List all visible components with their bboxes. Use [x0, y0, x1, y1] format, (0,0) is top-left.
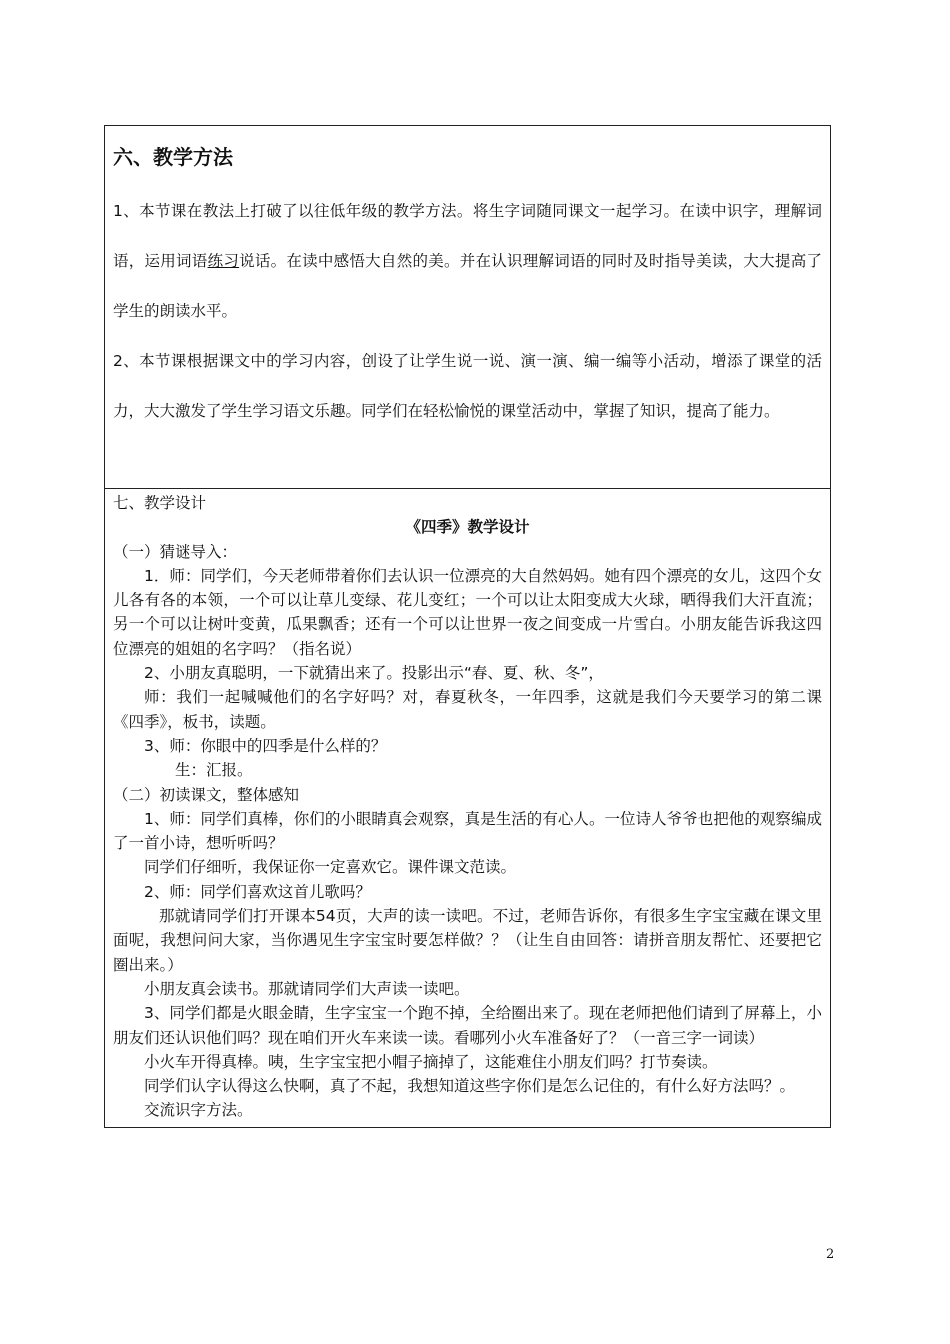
paragraph: 2、本节课根据课文中的学习内容，创设了让学生说一说、演一演、编一编等小活动，增添了课堂的活力，大大激发了学生学习语文乐趣。同学们在轻松愉悦的课堂活动中，掌握了知识，提高了能力。: [113, 352, 822, 420]
document-sheet: [104, 125, 831, 1128]
paragraph: 交流识字方法。: [144, 1101, 253, 1120]
paragraph: 小朋友真会读书。那就请同学们大声读一读吧。: [144, 979, 470, 998]
underlined-text: 练习: [207, 252, 240, 270]
section-teaching-methods: [105, 126, 831, 489]
section-title: 七、教学设计: [113, 494, 207, 512]
section-teaching-methods-row: [105, 126, 831, 489]
paragraph: 3、师：你眼中的四季是什么样的？: [144, 736, 387, 755]
section-teaching-design-row: [105, 489, 831, 1128]
paragraph: 小火车开得真棒。咦，生字宝宝把小帽子摘掉了，这能难住小朋友们吗？打节奏读。: [144, 1052, 718, 1071]
part-heading: （一）猜谜导入：: [113, 542, 238, 561]
paragraph: 1、师：同学们真棒，你们的小眼睛真会观察，真是生活的有心人。一位诗人爷爷也把他的观察编成了一首小诗，想听听吗？: [113, 809, 822, 853]
paragraph: 2、小朋友真聪明，一下就猜出来了。投影出示“春、夏、秋、冬”，: [144, 664, 604, 683]
paragraph: 1．师：同学们，今天老师带着你们去认识一位漂亮的大自然妈妈。她有四个漂亮的女儿，这四个女儿各有各的本领，一个可以让草儿变绿、花儿变红；一个可以让太阳变成大火球，晒得我们大汗直流；另一个可以让树叶变黄，瓜果飘香；还有一个可以让世界一夜之间变成一片雪白。小朋友能告诉我这四位漂亮的姐姐的名字吗？（指名说）: [113, 566, 822, 658]
paragraph-text: 1、本节课在教法上打破了以往低年级的教学方法。将生字词随同课文一起学习。在读中识字，理解词语，运用词语: [113, 202, 822, 270]
paragraph: 3、同学们都是火眼金睛，生字宝宝一个跑不掉，全给圈出来了。现在老师把他们请到了屏幕上，小朋友们还认识他们吗？现在咱们开火车来读一读。看哪列小火车准备好了？（一音三字一词读）: [113, 1004, 822, 1047]
page-number: 2: [826, 1247, 835, 1262]
paragraph: 生：汇报。: [175, 761, 253, 780]
document-title: 《四季》教学设计: [405, 518, 530, 537]
paragraph-text: 说话。在读中感悟大自然的美。并在认识理解词语的同时及时指导美读，大大提高了学生的朗读水平。: [113, 252, 822, 320]
paragraph: 同学们仔细听，我保证你一定喜欢它。课件课文范读。: [144, 858, 517, 877]
section-teaching-design: [105, 489, 831, 1128]
content-table: [104, 125, 831, 1128]
paragraph: 那就请同学们打开课本54页，大声的读一读吧。不过，老师告诉你，有很多生字宝宝藏在课文里面呢，我想问问大家，当你遇见生字宝宝时要怎样做？？（让生自由回答：请拼音朋友帮忙、还要把它圈出来。）: [113, 907, 822, 974]
section-title: 六、教学方法: [113, 145, 233, 169]
paragraph: 师：我们一起喊喊他们的名字好吗？对，春夏秋冬，一年四季，这就是我们今天要学习的第二课《四季》，板书，读题。: [113, 688, 822, 731]
paragraph: 同学们认字认得这么快啊，真了不起，我想知道这些字你们是怎么记住的，有什么好方法吗？。: [144, 1077, 796, 1096]
part-heading: （二）初读课文，整体感知: [113, 785, 300, 804]
paragraph: [113, 186, 822, 336]
paragraph: 2、师：同学们喜欢这首儿歌吗？: [144, 882, 371, 901]
